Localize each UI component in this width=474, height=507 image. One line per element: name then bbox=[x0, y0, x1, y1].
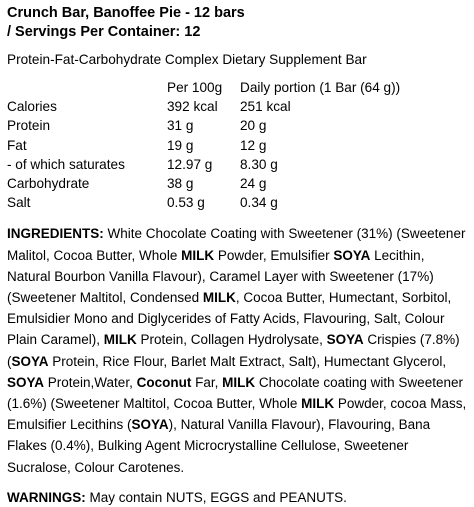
nutrient-daily: 0.34 g bbox=[240, 195, 278, 211]
nutrient-daily: 24 g bbox=[240, 176, 267, 192]
product-subtitle: Protein-Fat-Carbohydrate Complex Dietary Supplement Bar bbox=[7, 52, 367, 67]
warnings-heading: WARNINGS: bbox=[7, 489, 86, 505]
warnings-paragraph bbox=[7, 488, 469, 507]
product-title bbox=[7, 4, 469, 42]
nutrient-name: Salt bbox=[7, 195, 31, 211]
nutrition-row bbox=[7, 193, 400, 212]
warnings-text: May contain NUTS, EGGS and PEANUTS. bbox=[85, 489, 347, 505]
product-label bbox=[7, 4, 469, 507]
nutrition-row bbox=[7, 116, 400, 135]
ingredient-text: Chocolate coating with Sweetener (1.6%) (Sweetener Maltitol, Cocoa Butter, Whole bbox=[7, 374, 463, 412]
nutrient-header-blank bbox=[7, 78, 167, 97]
allergen-text: SOYA bbox=[326, 332, 364, 348]
nutrition-row bbox=[7, 155, 400, 174]
nutrition-row bbox=[7, 97, 400, 116]
nutrient-per-100g: 12.97 g bbox=[167, 156, 213, 172]
per-100g-header: Per 100g bbox=[167, 80, 223, 95]
nutrient-name: - of which saturates bbox=[7, 156, 125, 172]
ingredient-text: Protein,Water, bbox=[44, 374, 137, 390]
allergen-text: MILK bbox=[222, 374, 256, 390]
nutrient-name: Carbohydrate bbox=[7, 176, 90, 192]
nutrient-per-100g: 0.53 g bbox=[167, 195, 205, 211]
daily-portion-header: Daily portion (1 Bar (64 g)) bbox=[240, 80, 401, 95]
ingredient-text: Powder, cocoa Mass, Emulsifier Lecithins ( bbox=[7, 396, 467, 433]
ingredient-text: , Cocoa Butter, Humectant, Sorbitol, Emulsidier Mono and Diglycerides of Fatty Acids, Flavouring, Salt, Colour Plain Caramel), bbox=[7, 290, 452, 348]
nutrient-per-100g: 19 g bbox=[167, 137, 194, 153]
ingredient-text: Lecithin, Natural Bourbon Vanilla Flavour), Caramel Layer with Sweetener (17%) (Sweetener Maltitol, Condensed bbox=[7, 247, 434, 306]
allergen-text: MILK bbox=[103, 332, 137, 348]
nutrient-name: Fat bbox=[7, 137, 27, 153]
ingredient-text: White Chocolate Coating with Sweetener (31%) (Sweetener Malitol, Cocoa Butter, Whole bbox=[7, 226, 466, 263]
nutrient-daily: 20 g bbox=[240, 118, 267, 134]
allergen-text: SOYA bbox=[333, 247, 371, 263]
ingredient-text: Powder, Emulsifier bbox=[214, 247, 334, 263]
allergen-text: SOYA bbox=[11, 353, 49, 369]
ingredients-paragraph bbox=[7, 223, 467, 477]
ingredient-text: Protein, Collagen Hydrolysate, bbox=[136, 332, 327, 348]
allergen-text: MILK bbox=[301, 396, 335, 412]
allergen-text: MILK bbox=[181, 247, 215, 263]
nutrition-row bbox=[7, 136, 400, 155]
ingredient-text: ), Natural Vanilla Flavour), Flavouring, Bana Flakes (0.4%), Bulking Agent Microcrystalline Cellulose, Sweetener Sucralose, Colour Carotenes. bbox=[7, 417, 431, 475]
nutrition-row bbox=[7, 174, 400, 193]
title-line-2: / Servings Per Container: 12 bbox=[7, 24, 201, 40]
ingredients-heading: INGREDIENTS: bbox=[7, 226, 104, 242]
nutrient-daily: 251 kcal bbox=[240, 99, 291, 115]
allergen-text: MILK bbox=[202, 290, 236, 306]
allergen-text: Coconut bbox=[136, 374, 192, 390]
nutrition-header-row bbox=[7, 78, 400, 97]
nutrient-daily: 8.30 g bbox=[240, 156, 278, 172]
ingredient-text: Far, bbox=[191, 374, 223, 390]
nutrient-name: Calories bbox=[7, 99, 57, 115]
allergen-text: SOYA bbox=[131, 417, 169, 433]
ingredient-text: Protein, Rice Flour, Barlet Malt Extract, Salt), Humectant Glycerol, bbox=[48, 353, 447, 369]
ingredient-text: Crispies (7.8%) ( bbox=[7, 332, 460, 369]
nutrient-name: Protein bbox=[7, 118, 51, 134]
nutrient-per-100g: 392 kcal bbox=[167, 99, 218, 115]
nutrient-per-100g: 31 g bbox=[167, 118, 194, 134]
nutrient-daily: 12 g bbox=[240, 137, 267, 153]
allergen-text: SOYA bbox=[7, 374, 45, 390]
nutrient-per-100g: 38 g bbox=[167, 176, 194, 192]
nutrition-table bbox=[7, 78, 400, 212]
title-line-1: Crunch Bar, Banoffee Pie - 12 bars bbox=[7, 5, 245, 21]
